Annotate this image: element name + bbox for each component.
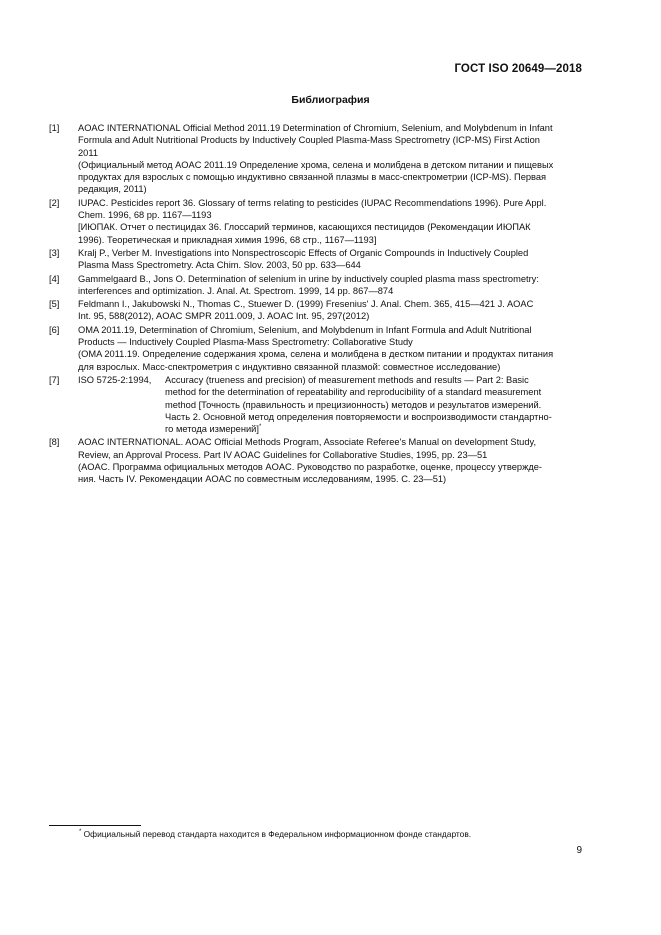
bibliography-list [49, 122, 589, 487]
footnote-mark: * [79, 829, 82, 836]
entry-line: Accuracy (trueness and precision) of measurement methods and results — Part 2: Basic [165, 374, 529, 385]
entry-line: для взрослых. Масс-спектрометрия с индуктивно связанной плазмой: совместное исследование) [78, 361, 501, 372]
entry-number: [4] [49, 273, 60, 284]
entry-line: method for the determination of repeatability and reproducibility of a standard measurement [165, 387, 542, 398]
entry-line: Formula and Adult Nutritional Products by Inductively Coupled Plasma-Mass Spectrometry (ICP-MS) First Action [78, 135, 540, 146]
entry-number: [7] [49, 374, 60, 385]
bibliography-entry-1 [49, 122, 589, 196]
bibliography-entry-8 [49, 436, 589, 485]
entry-line: method [Точность (правильность и прецизионность) методов и результатов измерений. [165, 399, 542, 410]
entry-line: 1996). Теоретическая и прикладная химия 1996, 68 стр., 1167—1193] [78, 234, 377, 245]
footnote-divider [49, 825, 141, 826]
entry-line: Feldmann I., Jakubowski N., Thomas C., Stuewer D. (1999) Fresenius' J. Anal. Chem. 365, 415—421 J. AOAC [78, 299, 534, 310]
entry-line: OMA 2011.19, Determination of Chromium, Selenium, and Molybdenum in Infant Formula and Adult Nutritional [78, 324, 532, 335]
entry-line: Plasma Mass Spectrometry. Acta Chim. Slov. 2003, 50 pp. 633—644 [78, 260, 361, 271]
footnote [79, 829, 471, 839]
entry-line: го метода измерений] [165, 424, 259, 435]
bibliography-entry-7 [49, 374, 589, 435]
entry-number: [1] [49, 123, 60, 133]
page-number: 9 [576, 845, 582, 856]
page-title: Библиография [291, 94, 370, 106]
entry-line: (AOAC. Программа официальных методов AOAC. Руководство по разработке, оценке, процессу утвержде- [78, 462, 543, 473]
entry-line: interferences and optimization. J. Anal. At. Spectrom. 1999, 14 pp. 867—874 [78, 285, 394, 296]
bibliography-entry-2 [49, 197, 589, 246]
entry-line: Review, an Approval Process. Part IV AOAC Guidelines for Collaborative Studies, 1995, pp. 23—51 [78, 449, 488, 460]
entry-line: (OMA 2011.19. Определение содержания хрома, селена и молибдена в дестком питании и продуктах питания [78, 349, 554, 360]
bibliography-entry-3 [49, 247, 589, 272]
footnote-marker: * [258, 424, 262, 431]
entry-line: Chem. 1996, 68 pp. 1167—1193 [78, 210, 212, 221]
entry-line: Gammelgaard B., Jons O. Determination of selenium in urine by inductively coupled plasma mass spectrometry: [78, 273, 539, 284]
entry-line: AOAC INTERNATIONAL. AOAC Official Methods Program, Associate Referee's Manual on development Study, [78, 437, 537, 448]
document-code: ГОСТ ISO 20649—2018 [454, 63, 582, 75]
entry-line: Products — Inductively Coupled Plasma-Mass Spectrometry: Collaborative Study [78, 337, 413, 348]
entry-line: редакция, 2011) [78, 184, 147, 195]
bibliography-entry-5 [49, 298, 589, 323]
entry-line: Kralj P., Verber M. Investigations into Nonspectroscopic Effects of Organic Compounds in Inductively Coupled [78, 247, 529, 258]
entry-line: Int. 95, 588(2012), AOAC SMPR 2011.009, J. AOAC Int. 95, 297(2012) [78, 311, 370, 322]
entry-number: [8] [49, 437, 60, 448]
bibliography-entry-4 [49, 273, 589, 298]
entry-line: Часть 2. Основной метод определения повторяемости и воспроизводимости стандартно- [165, 411, 552, 422]
entry-line: [ИЮПАК. Отчет о пестицидах 36. Глоссарий терминов, касающихся пестицидов (Рекомендации ИЮПАК [78, 222, 531, 233]
entry-line: (Официальный метод AOAC 2011.19 Определение хрома, селена и молибдена в детском питании и пищевых [78, 159, 554, 170]
entry-number: [2] [49, 197, 60, 208]
entry-number: [6] [49, 324, 60, 335]
footnote-text: Официальный перевод стандарта находится в Федеральном информационном фонде стандартов. [83, 829, 472, 839]
bibliography-entry-6 [49, 324, 589, 373]
entry-line: AOAC INTERNATIONAL Official Method 2011.19 Determination of Chromium, Selenium, and Molybdenum in Infant [78, 123, 553, 133]
standard-code: ISO 5725-2:1994, [78, 374, 152, 385]
entry-line: продуктах для взрослых с помощью индуктивно связанной плазмы в масс-спектрометрии (ICP-MS). Первая [78, 172, 547, 183]
entry-number: [5] [49, 299, 60, 310]
entry-line: 2011 [78, 147, 98, 158]
entry-line: IUPAC. Pesticides report 36. Glossary of terms relating to pesticides (IUPAC Recommendations 1996). Pure Appl. [78, 197, 547, 208]
entry-number: [3] [49, 247, 60, 258]
entry-line: ния. Часть IV. Рекомендации AOAC по совместным исследованиям, 1995. С. 23—51) [78, 474, 447, 485]
